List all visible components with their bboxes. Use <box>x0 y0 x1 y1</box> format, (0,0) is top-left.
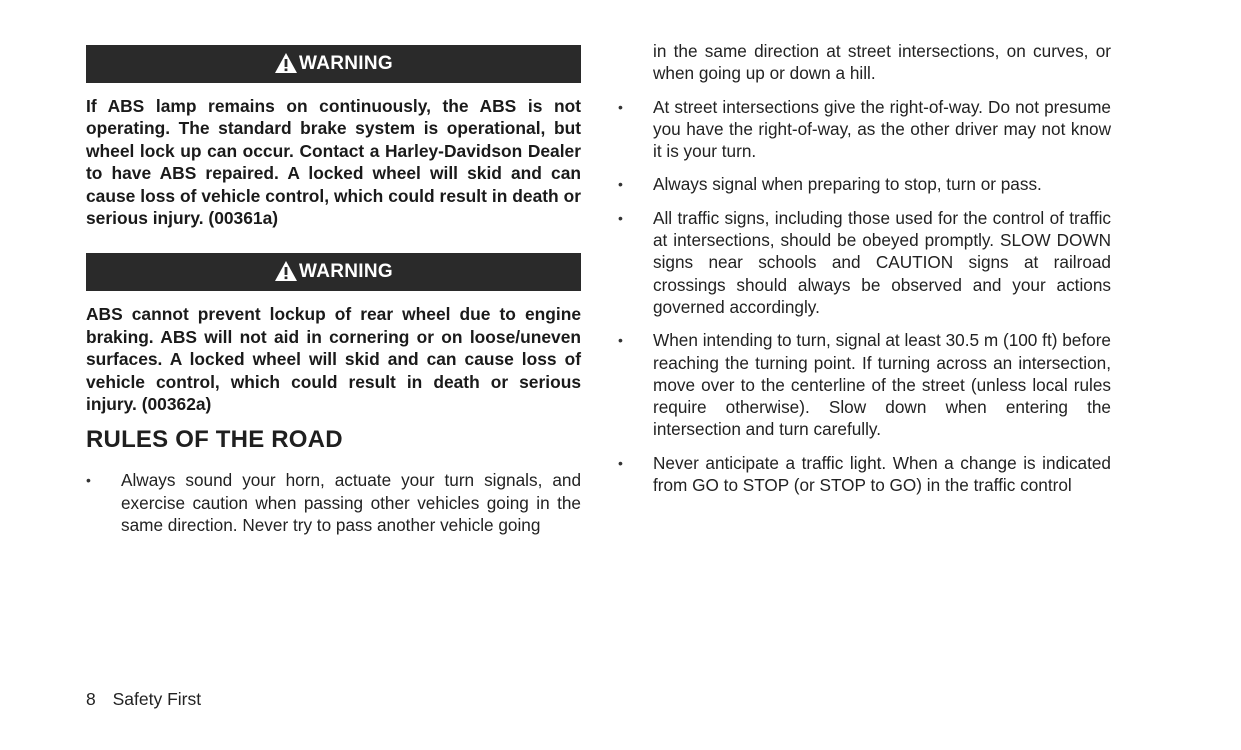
list-item-text: When intending to turn, signal at least 30.5 m (100 ft) before reaching the turning point. If turning across an intersection, move over to the centerline of the street (unless local rules require otherwise). Slow down when entering the intersection and turn carefully. <box>653 330 1111 440</box>
warning-banner-1 <box>86 45 581 83</box>
warning-triangle-icon <box>274 52 298 74</box>
warning-text-2: ABS cannot prevent lockup of rear wheel due to engine braking. ABS will not aid in cornering or on loose/uneven surfaces. A locked wheel will skid and can cause loss of vehicle control, which could result in death or serious injury. (00362a) <box>86 304 581 415</box>
list-item-text: Never anticipate a traffic light. When a change is indicated from GO to STOP (or STOP to GO) in the traffic control <box>653 452 1111 496</box>
list-item-text: Always signal when preparing to stop, turn or pass. <box>653 174 1042 195</box>
section-title: RULES OF THE ROAD <box>86 426 343 454</box>
page-footer <box>86 689 201 710</box>
list-item <box>618 329 1111 440</box>
left-bullet-list <box>86 469 581 536</box>
bullet-icon: • <box>618 98 623 115</box>
warning-label: WARNING <box>299 261 393 283</box>
bullet-icon: • <box>618 176 623 193</box>
list-item <box>618 173 1111 195</box>
list-item <box>86 469 581 536</box>
warning-label: WARNING <box>299 53 393 74</box>
list-item-text: At street intersections give the right-of-way. Do not presume you have the right-of-way, as the other driver may not know it is your turn. <box>653 96 1111 162</box>
bullet-icon: • <box>618 454 623 471</box>
continued-paragraph: in the same direction at street intersections, on curves, or when going up or down a hill. <box>653 41 1111 84</box>
footer-section: Safety First <box>112 689 202 709</box>
bullet-icon: • <box>86 472 91 489</box>
list-item <box>618 96 1111 163</box>
warning-text-1: If ABS lamp remains on continuously, the ABS is not operating. The standard brake system is operational, but wheel lock up can occur. Contact a Harley-Davidson Dealer to have ABS repaired. A locked wheel will skid and can cause loss of vehicle control, which could result in death or serious injury. (00361a) <box>86 96 581 229</box>
bullet-icon: • <box>618 332 623 349</box>
list-item <box>618 452 1111 497</box>
right-bullet-list <box>618 96 1111 497</box>
list-item-text: Always sound your horn, actuate your turn signals, and exercise caution when passing other vehicles going in the same direction. Never try to pass another vehicle going <box>121 470 581 536</box>
list-item-text: All traffic signs, including those used for the control of traffic at intersections, should be obeyed promptly. SLOW DOWN signs near schools and CAUTION signs at railroad crossings should always be observed and your actions governed accordingly. <box>653 207 1111 317</box>
bullet-icon: • <box>618 209 623 226</box>
left-column <box>86 45 581 536</box>
warning-triangle-icon <box>274 260 298 282</box>
page-number: 8 <box>86 689 96 709</box>
right-column <box>618 40 1111 496</box>
list-item <box>618 207 1111 318</box>
warning-banner-2 <box>86 253 581 291</box>
